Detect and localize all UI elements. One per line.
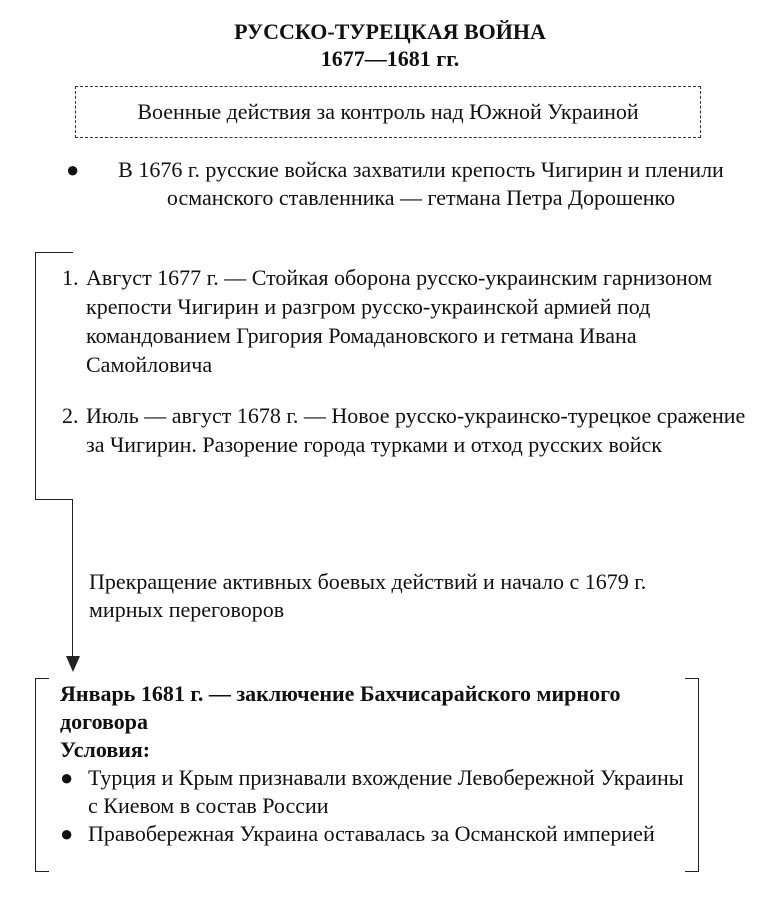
intro-text: В 1676 г. русские войска захватили крепость Чигирин и пленили османского ставленника — гетмана Петра Дорошенко <box>118 157 724 210</box>
diagram-title <box>0 18 780 72</box>
treaty-heading: Январь 1681 г. — заключение Бахчисарайского мирного договора <box>60 681 621 734</box>
flow-arrow-line <box>72 500 73 658</box>
bullet-icon: ● <box>60 765 74 790</box>
title-line-2: 1677—1681 гг. <box>320 46 460 71</box>
topic-text: Военные действия за контроль над Южной Украиной <box>137 99 639 124</box>
transition-text: Прекращение активных боевых действий и начало с 1679 г. мирных переговоров <box>89 569 647 622</box>
title-line-1: РУССКО-ТУРЕЦКАЯ ВОЙНА <box>234 19 546 44</box>
conditions-label: Условия: <box>60 737 151 762</box>
treaty-box <box>35 678 699 872</box>
bullet-icon: ● <box>66 157 80 182</box>
condition-text: Правобережная Украина оставалась за Османской империей <box>88 821 655 846</box>
condition-item-2 <box>60 820 690 848</box>
condition-text: Турция и Крым признавали вхождение Левобережной Украины с Киевом в состав России <box>88 765 684 818</box>
treaty-bracket-left <box>35 678 49 872</box>
event-text: Июль — август 1678 г. — Новое русско-украинско-турецкое сражение за Чигирин. Разорение города турками и отход русских войск <box>86 403 746 457</box>
event-number: 2. <box>62 403 79 428</box>
event-text: Август 1677 г. — Стойкая оборона русско-украинским гарнизоном крепости Чигирин и разгром русско-украинской армией под командованием Григория Ромадановского и гетмана Ивана Самойловича <box>86 265 713 377</box>
bullet-icon: ● <box>60 821 74 846</box>
event-number: 1. <box>62 265 79 290</box>
condition-item-1 <box>60 764 690 820</box>
treaty-content <box>60 680 690 848</box>
event-item-2 <box>62 401 752 459</box>
event-item-1 <box>62 263 752 379</box>
intro-item <box>66 156 756 212</box>
arrow-down-icon <box>66 656 80 672</box>
topic-box <box>75 86 701 138</box>
